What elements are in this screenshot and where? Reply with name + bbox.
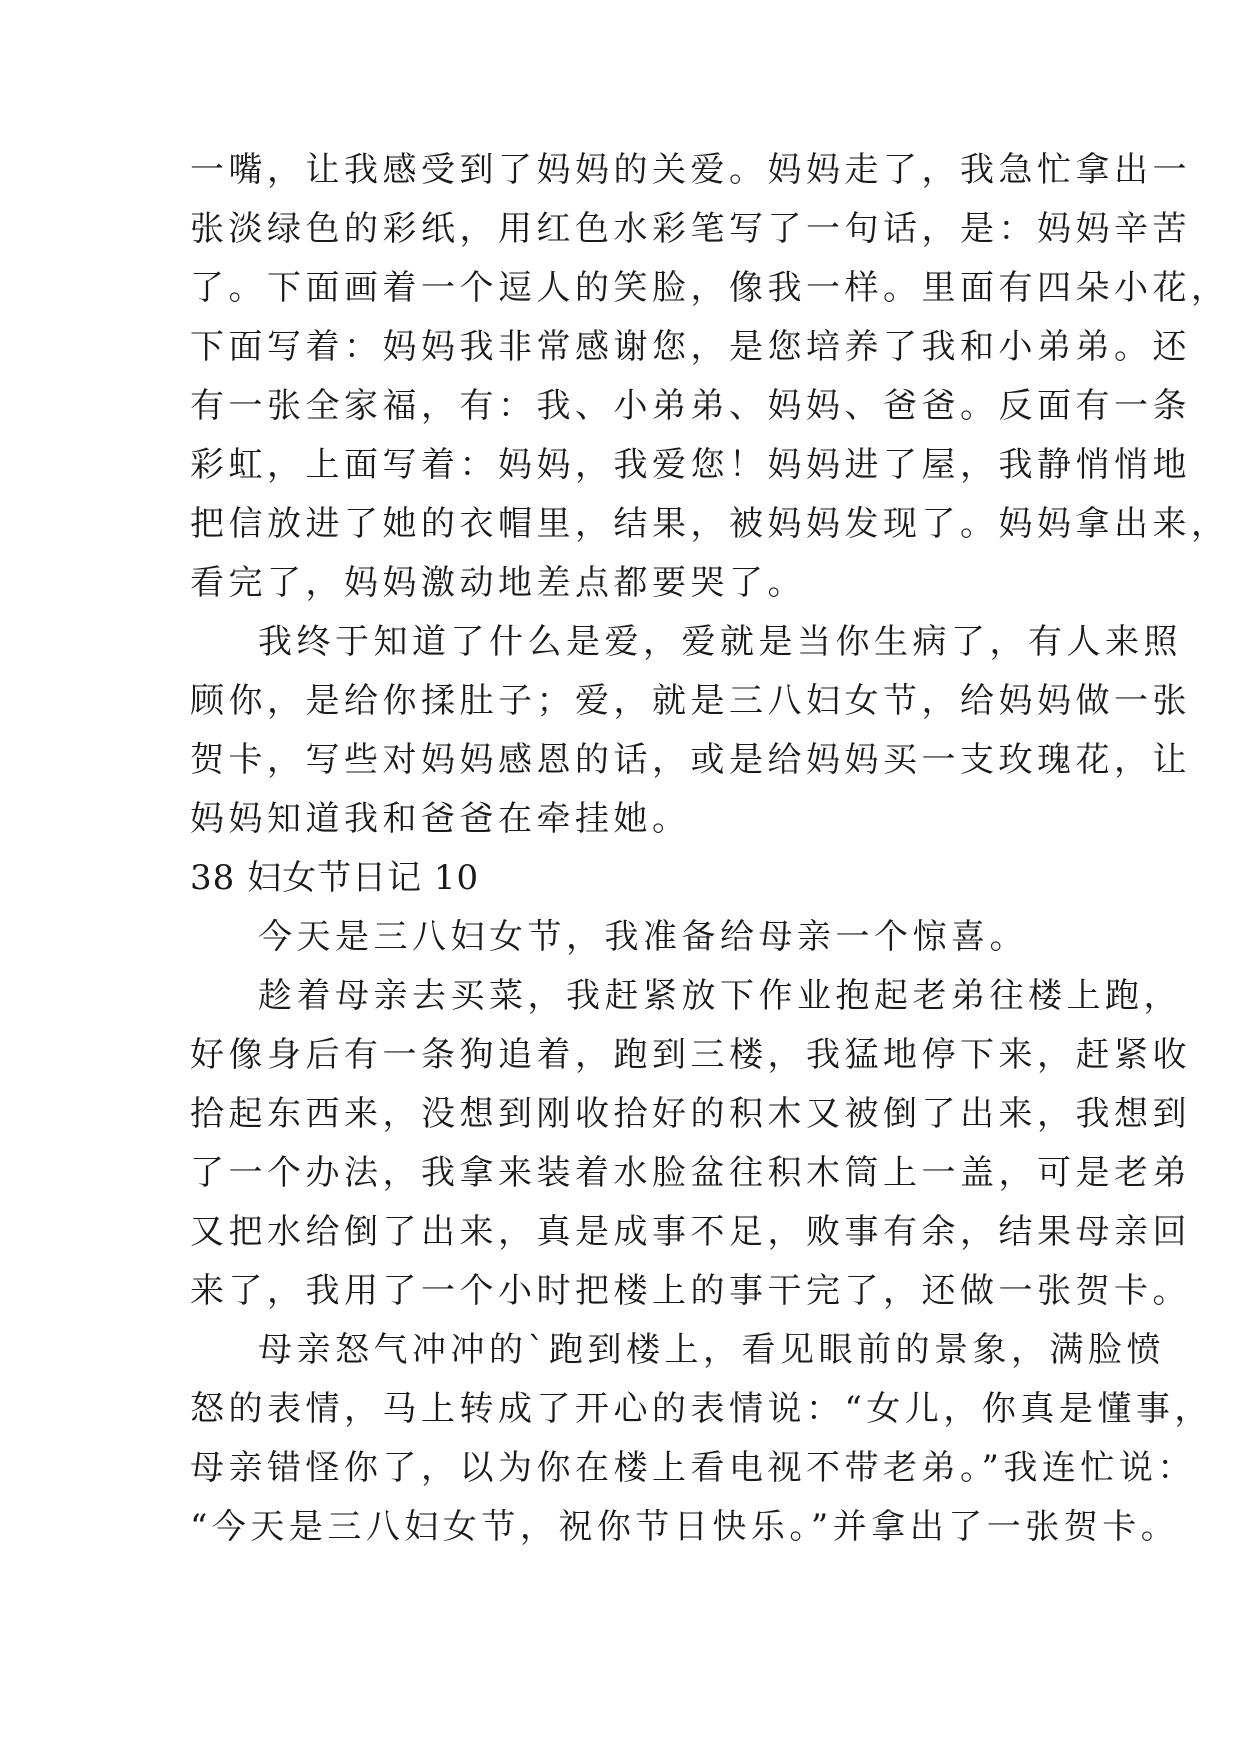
text-line: 有一张全家福，有：我、小弟弟、妈妈、爸爸。反面有一条 bbox=[190, 386, 1191, 426]
text-line: 一嘴，让我感受到了妈妈的关爱。妈妈走了，我急忙拿出一 bbox=[190, 150, 1191, 190]
text-line: 下面写着：妈妈我非常感谢您，是您培养了我和小弟弟。还 bbox=[190, 327, 1191, 367]
text-line: 顾你，是给你揉肚子；爱，就是三八妇女节，给妈妈做一张 bbox=[190, 681, 1191, 721]
text-line: 把信放进了她的衣帽里，结果，被妈妈发现了。妈妈拿出来， bbox=[190, 504, 1230, 544]
text-line: 看完了，妈妈激动地差点都要哭了。 bbox=[190, 563, 806, 603]
text-line: 贺卡，写些对妈妈感恩的话，或是给妈妈买一支玫瑰花，让 bbox=[190, 740, 1191, 780]
paragraph-first-line: 今天是三八妇女节，我准备给母亲一个惊喜。 bbox=[258, 917, 1028, 957]
paragraph-first-line: 趁着母亲去买菜，我赶紧放下作业抱起老弟往楼上跑， bbox=[258, 976, 1182, 1016]
text-line: “今天是三八妇女节，祝你节日快乐。”并拿出了一张贺卡。 bbox=[190, 1507, 1180, 1547]
paragraph-first-line: 母亲怒气冲冲的`跑到楼上，看见眼前的景象，满脸愤 bbox=[258, 1330, 1165, 1370]
text-line: 了。下面画着一个逗人的笑脸，像我一样。里面有四朵小花， bbox=[190, 268, 1230, 308]
text-line: 了一个办法，我拿来装着水脸盆往积木筒上一盖，可是老弟 bbox=[190, 1153, 1191, 1193]
text-line: 母亲错怪你了，以为你在楼上看电视不带老弟。”我连忙说： bbox=[190, 1448, 1196, 1488]
text-line: 妈妈知道我和爸爸在牵挂她。 bbox=[190, 799, 691, 839]
text-line: 张淡绿色的彩纸，用红色水彩笔写了一句话，是：妈妈辛苦 bbox=[190, 209, 1191, 249]
paragraph-first-line: 我终于知道了什么是爱，爱就是当你生病了，有人来照 bbox=[258, 622, 1182, 662]
text-line: 彩虹，上面写着：妈妈，我爱您！妈妈进了屋，我静悄悄地 bbox=[190, 445, 1191, 485]
text-line: 来了，我用了一个小时把楼上的事干完了，还做一张贺卡。 bbox=[190, 1271, 1191, 1311]
text-line: 怒的表情，马上转成了开心的表情说：“女儿，你真是懂事， bbox=[190, 1389, 1213, 1429]
section-heading: 38 妇女节日记 10 bbox=[190, 858, 480, 898]
text-line: 好像身后有一条狗追着，跑到三楼，我猛地停下来，赶紧收 bbox=[190, 1035, 1191, 1075]
text-line: 又把水给倒了出来，真是成事不足，败事有余，结果母亲回 bbox=[190, 1212, 1191, 1252]
text-line: 拾起东西来，没想到刚收拾好的积木又被倒了出来，我想到 bbox=[190, 1094, 1191, 1134]
